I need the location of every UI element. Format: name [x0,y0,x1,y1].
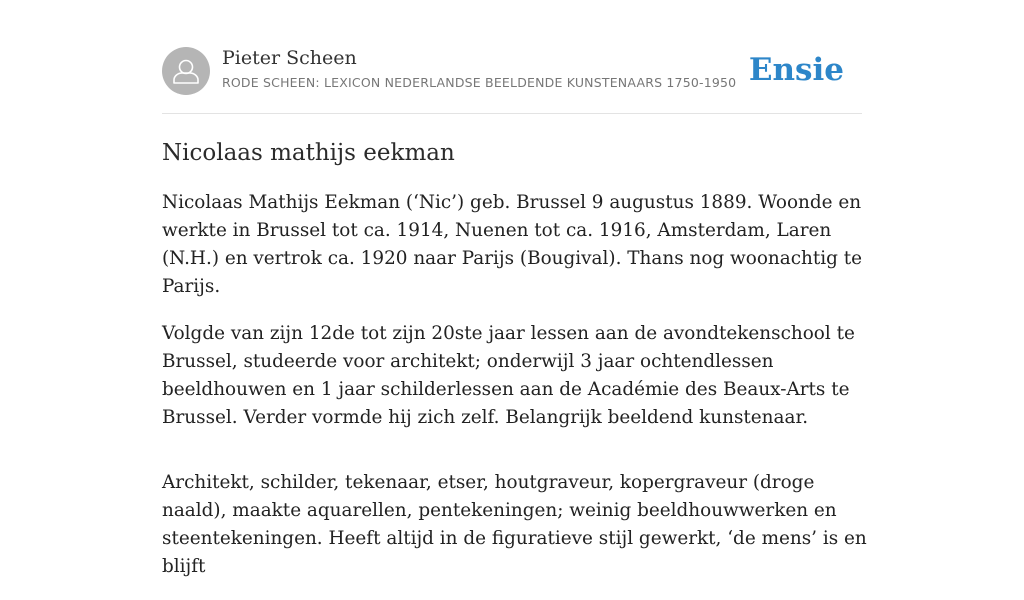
author-block [222,46,736,91]
user-icon [162,47,210,95]
article-header [162,46,862,96]
page-title: Nicolaas mathijs eekman [162,140,455,166]
paragraph-2: Volgde van zijn 12de tot zijn 20ste jaar lessen aan de avondtekenschool te Brussel, studeerde voor architekt; onderwijl 3 jaar ochtendlessen beeldhouwen en 1 jaar schilderlessen aan de Académie des Beaux-Arts te Brussel. Verder vormde hij zich zelf. Belangrijk beeldend kunstenaar. [162,323,855,428]
author-name[interactable]: Pieter Scheen [222,47,357,69]
paragraph-3: Architekt, schilder, tekenaar, etser, houtgraveur, kopergraveur (droge naald), maakte aquarellen, pentekeningen; weinig beeldhouwwerken en steentekeningen. Heeft altijd in de figuratieve stijl gewerkt, ‘de mens’ is en blijft [162,472,867,577]
article-body [162,137,867,600]
author-avatar[interactable] [162,47,210,95]
source-name[interactable]: RODE SCHEEN: LEXICON NEDERLANDSE BEELDENDE KUNSTENAARS 1750-1950 [222,75,737,90]
header-divider [162,113,862,114]
ensie-logo[interactable]: Ensie [748,52,844,88]
paragraph-1: Nicolaas Mathijs Eekman (‘Nic’) geb. Brussel 9 augustus 1889. Woonde en werkte in Brussel tot ca. 1914, Nuenen tot ca. 1916, Amsterdam, Laren (N.H.) en vertrok ca. 1920 naar Parijs (Bougival). Thans nog woonachtig te Parijs. [162,192,863,297]
